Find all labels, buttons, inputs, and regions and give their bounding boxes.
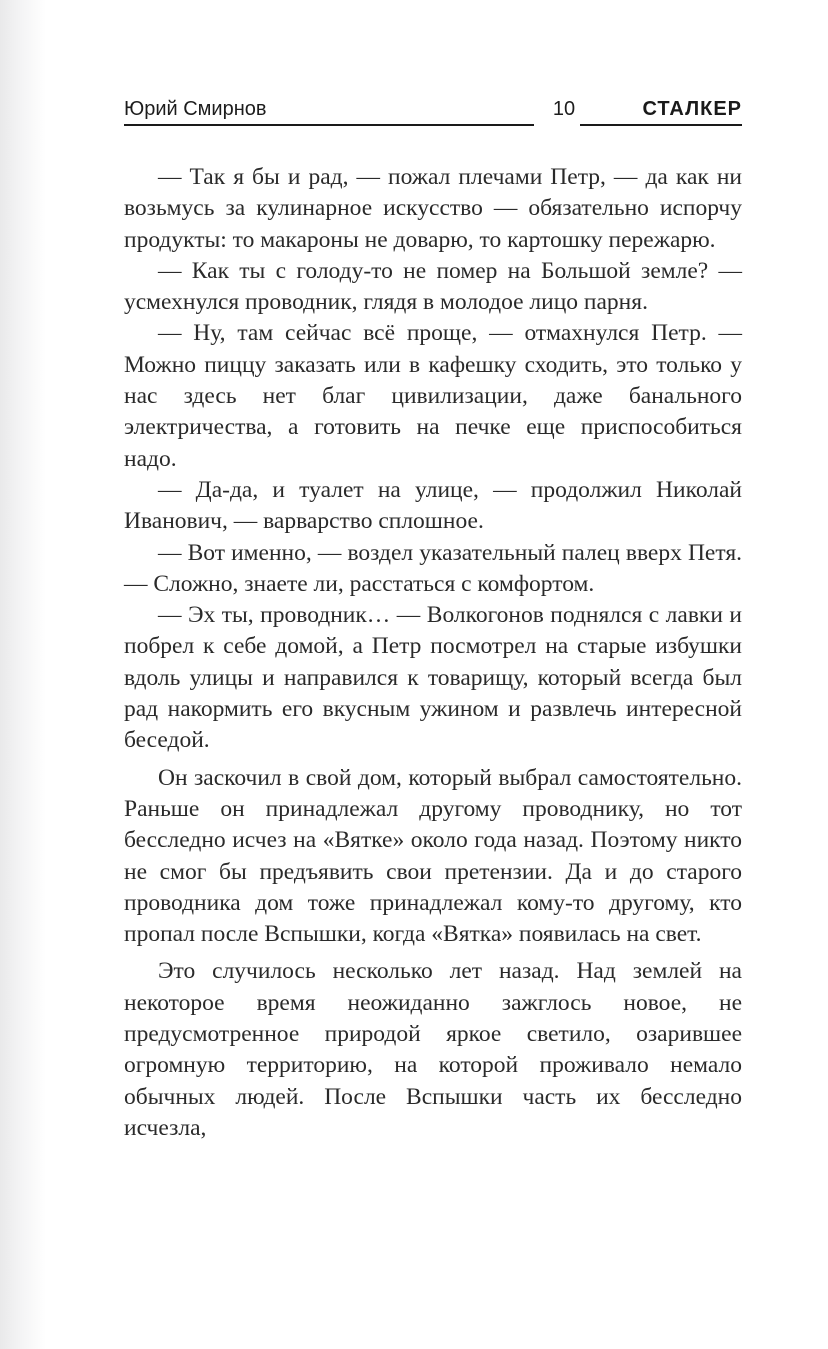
paragraph: — Так я бы и рад, — пожал плечами Петр, — да как ни возьмусь за кулинарное искусство — обязательно испорчу продукты: то макароны не доварю, то картошку пережарю. [124, 164, 742, 253]
paragraph: — Как ты с голоду-то не помер на Большой земле? — усмехнулся проводник, глядя в молодое лицо парня. [124, 257, 742, 316]
paragraph: Это случилось несколько лет назад. Над землей на некоторое время неожиданно зажглось новое, не предусмотренное природой яркое светило, озарившее огромную территорию, на которой проживало немало обычных людей. После Вспышки часть их бесследно исчезла, [124, 958, 742, 1141]
running-header [124, 96, 742, 128]
paragraph: Он заскочил в свой дом, который выбрал самостоятельно. Раньше он принадлежал другому проводнику, но тот бесследно исчез на «Вятке» около года назад. Поэтому никто не смог бы предъявить свои претензии. Да и до старого проводника дом тоже принадлежал кому-то другому, кто пропал после Вспышки, когда «Вятка» появилась на свет. [124, 764, 742, 948]
header-author: Юрий Смирнов [124, 96, 534, 126]
header-series-title: СТАЛКЕР [580, 96, 742, 126]
page-number: 10 [552, 98, 576, 120]
body-text [124, 162, 742, 1144]
paragraph: — Эх ты, проводник… — Волкогонов поднялся с лавки и побрел к себе домой, а Петр посмотрел на старые избушки вдоль улицы и направился к товарищу, который всегда был рад накормить его вкусным ужином и развлечь интересной беседой. [124, 602, 742, 754]
paragraph: — Да-да, и туалет на улице, — продолжил Николай Иванович, — варварство сплошное. [124, 476, 742, 535]
paragraph: — Ну, там сейчас всё проще, — отмахнулся Петр. — Можно пиццу заказать или в кафешку сходить, это только у нас здесь нет благ цивилизации, даже банального электричества, а готовить на печке еще приспособиться надо. [124, 320, 742, 472]
paragraph: — Вот именно, — воздел указательный палец вверх Петя. — Сложно, знаете ли, расстаться с комфортом. [124, 539, 742, 597]
